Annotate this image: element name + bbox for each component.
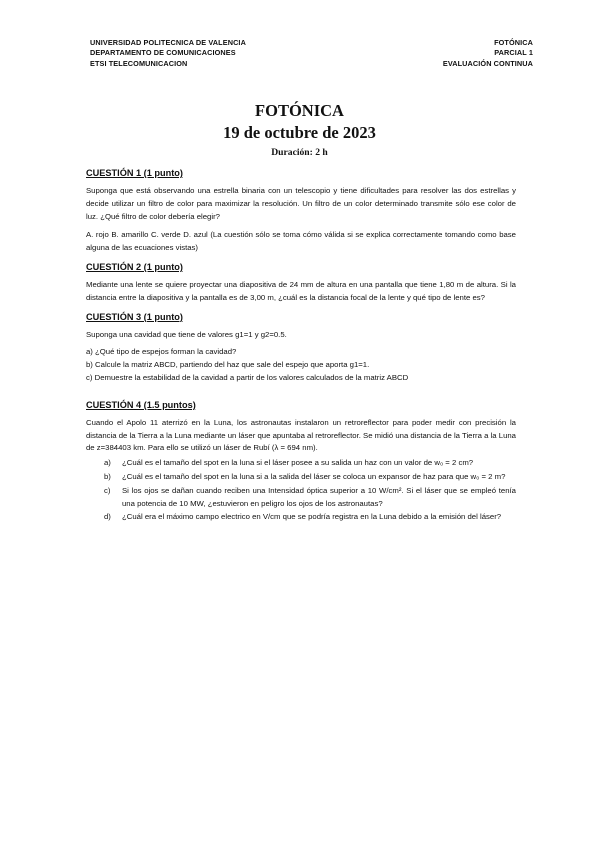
question-3-item-a: a) ¿Qué tipo de espejos forman la cavidad? <box>86 347 237 357</box>
item-text: ¿Cuál era el máximo campo electrico en V/cm que se podría registra en la Luna debido a la emisión del láser? <box>122 512 502 522</box>
question-3-heading: CUESTIÓN 3 (1 punto) <box>86 311 183 322</box>
question-2-body: Mediante una lente se quiere proyectar una diapositiva de 24 mm de altura en una pantalla que tiene 1,80 m de altura. Si la distancia entre la diapositiva y la pantalla es de 3,00 m, ¿cuál es la distancia focal de la lente y qué tipo de lente es? <box>86 279 516 302</box>
question-1-heading: CUESTIÓN 1 (1 punto) <box>86 168 183 178</box>
header-school: ETSI TELECOMUNICACION <box>90 58 188 68</box>
item-label: c) <box>104 485 111 495</box>
item-text: ¿Cuál es el tamaño del spot en la luna si el láser posee a su salida un haz con un valor de w₀ = 2 cm? <box>122 458 474 468</box>
question-4-item-a <box>104 457 516 470</box>
header-evaluation: EVALUACIÓN CONTINUA <box>442 58 533 68</box>
question-4-item-d <box>104 511 516 524</box>
header-exam-info <box>443 38 533 69</box>
item-label: b) <box>104 471 111 481</box>
question-1-options: A. rojo B. amarillo C. verde D. azul (La cuestión sólo se toma cómo válida si se explica correctamente tomando como base alguna de las ecuaciones vistas) <box>86 230 516 253</box>
exam-date: 19 de octubre de 2023 <box>223 123 376 142</box>
question-4-item-b <box>104 471 516 484</box>
header-institution <box>90 38 246 69</box>
item-text: ¿Cuál es el tamaño del spot en la luna si a la salida del láser se coloca un expansor de haz para que w₀ = 2 m? <box>122 471 506 481</box>
question-3-item-b: b) Calcule la matriz ABCD, partiendo del haz que sale del espejo que aporta g1=1. <box>86 360 370 370</box>
question-4-item-c <box>104 485 516 511</box>
header-university: UNIVERSIDAD POLITECNICA DE VALENCIA <box>90 38 246 47</box>
question-3-intro: Suponga una cavidad que tiene de valores g1=1 y g2=0.5. <box>86 329 287 339</box>
exam-content <box>86 167 516 525</box>
item-label: d) <box>104 512 111 522</box>
question-4-intro: Cuando el Apolo 11 aterrizó en la Luna, los astronautas instalaron un retroreflector para poder medir con precisión la distancia de la Tierra a la Luna mediante un láser que apuntaba al retroreflector. Se midió una distancia de la Tierra a la Luna de z=384403 km. Para ello se utilizó un láser de Rubí (λ = 694 nm). <box>86 417 516 453</box>
question-1-body: Suponga que está observando una estrella binaria con un telescopio y tiene dificultades para resolver las dos estrellas y decide utilizar un filtro de color para maximizar la resolución. Un filtro de un color determinado transmite sólo ese color de luz. ¿Qué filtro de color debería elegir? <box>86 186 516 221</box>
header-department: DEPARTAMENTO DE COMUNICACIONES <box>90 48 236 58</box>
question-4-heading: CUESTIÓN 4 (1.5 puntos) <box>86 399 196 410</box>
exam-title: FOTÓNICA <box>255 101 344 120</box>
question-3-item-c: c) Demuestre la estabilidad de la cavidad a partir de los valores calculados de la matriz ABCD <box>86 372 409 382</box>
exam-duration: Duración: 2 h <box>271 147 328 158</box>
item-text: Si los ojos se dañan cuando reciben una Intensidad óptica superior a 10 W/cm². Si el láser que se empleó tenía una potencia de 10 MW, ¿estuvieron en peligro los ojos de los astronautas? <box>122 485 516 508</box>
header-subject: FOTÓNICA <box>494 38 533 47</box>
header-partial: PARCIAL 1 <box>494 48 533 58</box>
item-label: a) <box>104 458 111 468</box>
question-2-heading: CUESTIÓN 2 (1 punto) <box>86 261 183 272</box>
